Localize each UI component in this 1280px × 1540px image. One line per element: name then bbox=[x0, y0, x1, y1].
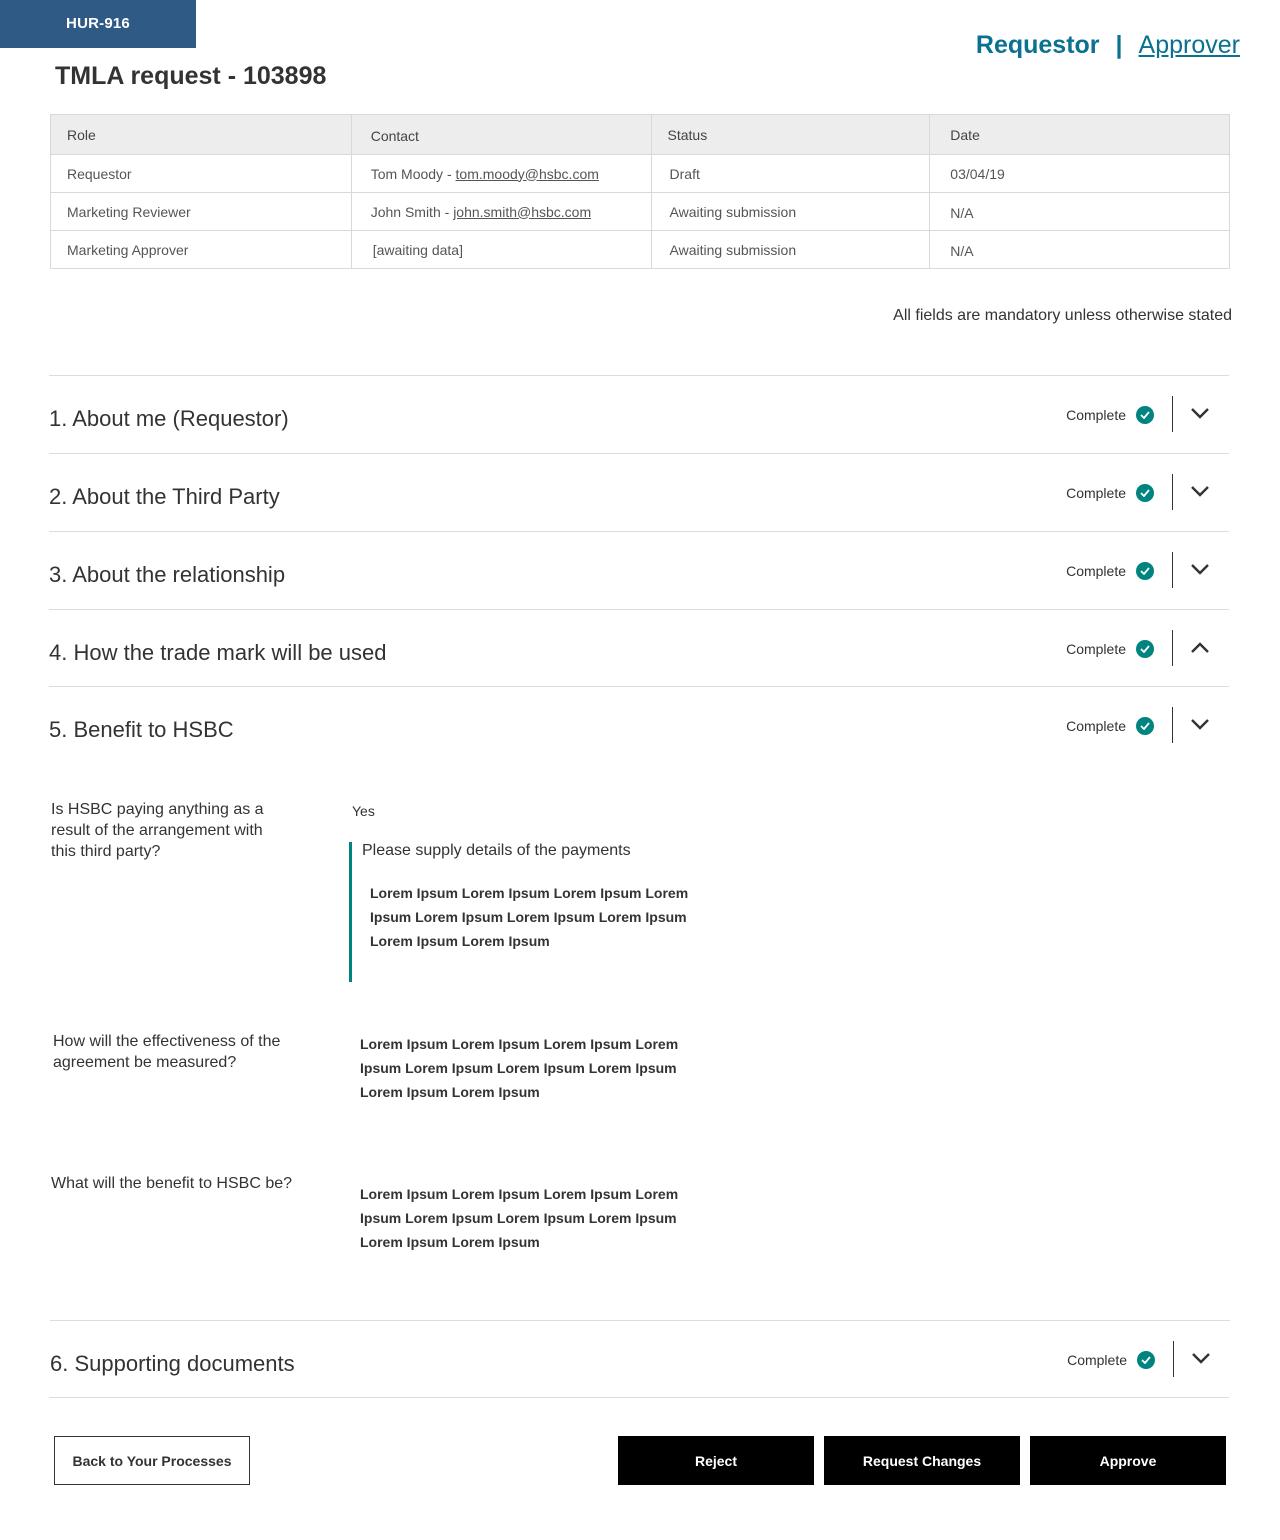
section-status bbox=[1066, 406, 1154, 424]
answer-line: Lorem Ipsum Lorem Ipsum bbox=[370, 933, 550, 949]
section-title: 3. About the relationship bbox=[49, 562, 286, 587]
mandatory-note: All fields are mandatory unless otherwise stated bbox=[893, 307, 1232, 324]
section-divider bbox=[1172, 707, 1173, 743]
approve-button[interactable]: Approve bbox=[1030, 1436, 1226, 1485]
section-divider bbox=[1172, 552, 1173, 588]
chevron-down-icon[interactable] bbox=[1189, 560, 1211, 578]
status-label: Complete bbox=[1066, 641, 1126, 657]
question-hsbc-paying bbox=[51, 799, 264, 862]
reject-button[interactable]: Reject bbox=[618, 1436, 814, 1485]
section-title: 6. Supporting documents bbox=[50, 1351, 295, 1376]
cell-contact bbox=[351, 231, 651, 269]
section-benefit[interactable] bbox=[49, 686, 1229, 764]
section-divider bbox=[1172, 474, 1173, 510]
answer-line: Ipsum Lorem Ipsum Lorem Ipsum Lorem Ipsum bbox=[360, 1060, 677, 1076]
table-row bbox=[51, 231, 1230, 269]
participants-table bbox=[50, 114, 1230, 269]
answer-effectiveness bbox=[360, 1032, 678, 1104]
check-circle-icon bbox=[1136, 562, 1154, 580]
contact-name: [awaiting data] bbox=[372, 241, 463, 258]
question-effectiveness bbox=[53, 1031, 280, 1073]
section-title: 5. Benefit to HSBC bbox=[49, 717, 234, 742]
contact-email-link[interactable]: john.smith@hsbc.com bbox=[453, 203, 592, 220]
section-about-me[interactable] bbox=[49, 375, 1229, 453]
question-line: result of the arrangement with bbox=[51, 822, 263, 839]
header-contact: Contact bbox=[351, 115, 651, 155]
answer-yes: Yes bbox=[352, 803, 375, 819]
cell-role: Requestor bbox=[51, 155, 352, 193]
status-label: Complete bbox=[1067, 1352, 1127, 1368]
check-circle-icon bbox=[1137, 1351, 1155, 1369]
table-header-row bbox=[51, 115, 1230, 155]
contact-email-link[interactable]: tom.moody@hsbc.com bbox=[455, 165, 599, 182]
question-line: Is HSBC paying anything as a bbox=[51, 801, 264, 818]
section-divider bbox=[1172, 396, 1173, 432]
chevron-down-icon[interactable] bbox=[1189, 482, 1211, 500]
role-approver-link[interactable]: Approver bbox=[1138, 31, 1240, 59]
chevron-down-icon[interactable] bbox=[1190, 1349, 1212, 1367]
check-circle-icon bbox=[1136, 640, 1154, 658]
request-changes-button[interactable]: Request Changes bbox=[824, 1436, 1020, 1485]
cell-contact bbox=[351, 193, 651, 231]
section-divider bbox=[1172, 630, 1173, 666]
cell-role: Marketing Reviewer bbox=[51, 193, 352, 231]
section-status bbox=[1066, 717, 1154, 735]
payments-details-block bbox=[349, 842, 709, 982]
role-separator: | bbox=[1115, 31, 1123, 59]
back-to-processes-button[interactable]: Back to Your Processes bbox=[54, 1436, 250, 1485]
question-line: How will the effectiveness of the bbox=[53, 1033, 281, 1050]
section-title: 1. About me (Requestor) bbox=[49, 406, 289, 431]
question-line: agreement be measured? bbox=[53, 1054, 237, 1071]
cell-role: Marketing Approver bbox=[51, 231, 352, 269]
question-line: What will the benefit to HSBC be? bbox=[51, 1175, 293, 1192]
answer-line: Lorem Ipsum Lorem Ipsum bbox=[360, 1234, 540, 1250]
answer-line: Lorem Ipsum Lorem Ipsum Lorem Ipsum Lorem bbox=[370, 885, 689, 901]
cell-date: N/A bbox=[930, 193, 1230, 231]
status-label: Complete bbox=[1066, 718, 1126, 734]
check-circle-icon bbox=[1136, 484, 1154, 502]
contact-name: John Smith - bbox=[370, 203, 454, 220]
contact-name: Tom Moody - bbox=[370, 165, 456, 182]
chevron-down-icon[interactable] bbox=[1189, 715, 1211, 733]
answer-line: Ipsum Lorem Ipsum Lorem Ipsum Lorem Ipsum bbox=[370, 909, 687, 925]
payments-details-label: Please supply details of the payments bbox=[362, 842, 631, 859]
status-label: Complete bbox=[1066, 407, 1126, 423]
table-row bbox=[51, 155, 1230, 193]
check-circle-icon bbox=[1136, 406, 1154, 424]
ticket-id: HUR-916 bbox=[66, 15, 130, 32]
cell-status: Awaiting submission bbox=[651, 231, 930, 269]
chevron-up-icon[interactable] bbox=[1189, 638, 1211, 656]
question-benefit bbox=[51, 1173, 292, 1194]
section-status bbox=[1066, 484, 1154, 502]
section-supporting-documents[interactable] bbox=[50, 1320, 1230, 1398]
cell-status: Draft bbox=[651, 155, 930, 193]
status-label: Complete bbox=[1066, 563, 1126, 579]
question-line: this third party? bbox=[51, 843, 161, 860]
cell-status: Awaiting submission bbox=[651, 193, 930, 231]
section-status bbox=[1067, 1351, 1155, 1369]
section-title: 4. How the trade mark will be used bbox=[49, 640, 387, 665]
answer-benefit bbox=[360, 1182, 678, 1254]
table-row bbox=[51, 193, 1230, 231]
section-relationship[interactable] bbox=[49, 531, 1229, 609]
answer-line: Ipsum Lorem Ipsum Lorem Ipsum Lorem Ipsum bbox=[360, 1210, 677, 1226]
header-status: Status bbox=[651, 115, 930, 155]
ticket-id-tag bbox=[0, 0, 196, 48]
check-circle-icon bbox=[1136, 717, 1154, 735]
section-trade-mark-use[interactable] bbox=[49, 609, 1229, 687]
cell-contact bbox=[351, 155, 651, 193]
section-bottom-divider bbox=[49, 1397, 1229, 1398]
status-label: Complete bbox=[1066, 485, 1126, 501]
answer-line: Lorem Ipsum Lorem Ipsum bbox=[360, 1084, 540, 1100]
section-divider bbox=[1173, 1341, 1174, 1377]
answer-line: Lorem Ipsum Lorem Ipsum Lorem Ipsum Lorem bbox=[360, 1186, 679, 1202]
section-third-party[interactable] bbox=[49, 453, 1229, 531]
role-switch bbox=[976, 31, 1240, 60]
chevron-down-icon[interactable] bbox=[1189, 404, 1211, 422]
page-title: TMLA request - 103898 bbox=[55, 62, 327, 90]
section-status bbox=[1066, 562, 1154, 580]
section-status bbox=[1066, 640, 1154, 658]
role-requestor-current: Requestor bbox=[975, 31, 1100, 59]
section-title: 2. About the Third Party bbox=[49, 484, 280, 509]
cell-date: 03/04/19 bbox=[930, 155, 1230, 193]
payments-details-answer bbox=[370, 881, 688, 953]
header-role: Role bbox=[51, 115, 352, 155]
header-date: Date bbox=[930, 115, 1230, 155]
cell-date: N/A bbox=[930, 231, 1230, 269]
answer-line: Lorem Ipsum Lorem Ipsum Lorem Ipsum Lorem bbox=[360, 1036, 679, 1052]
